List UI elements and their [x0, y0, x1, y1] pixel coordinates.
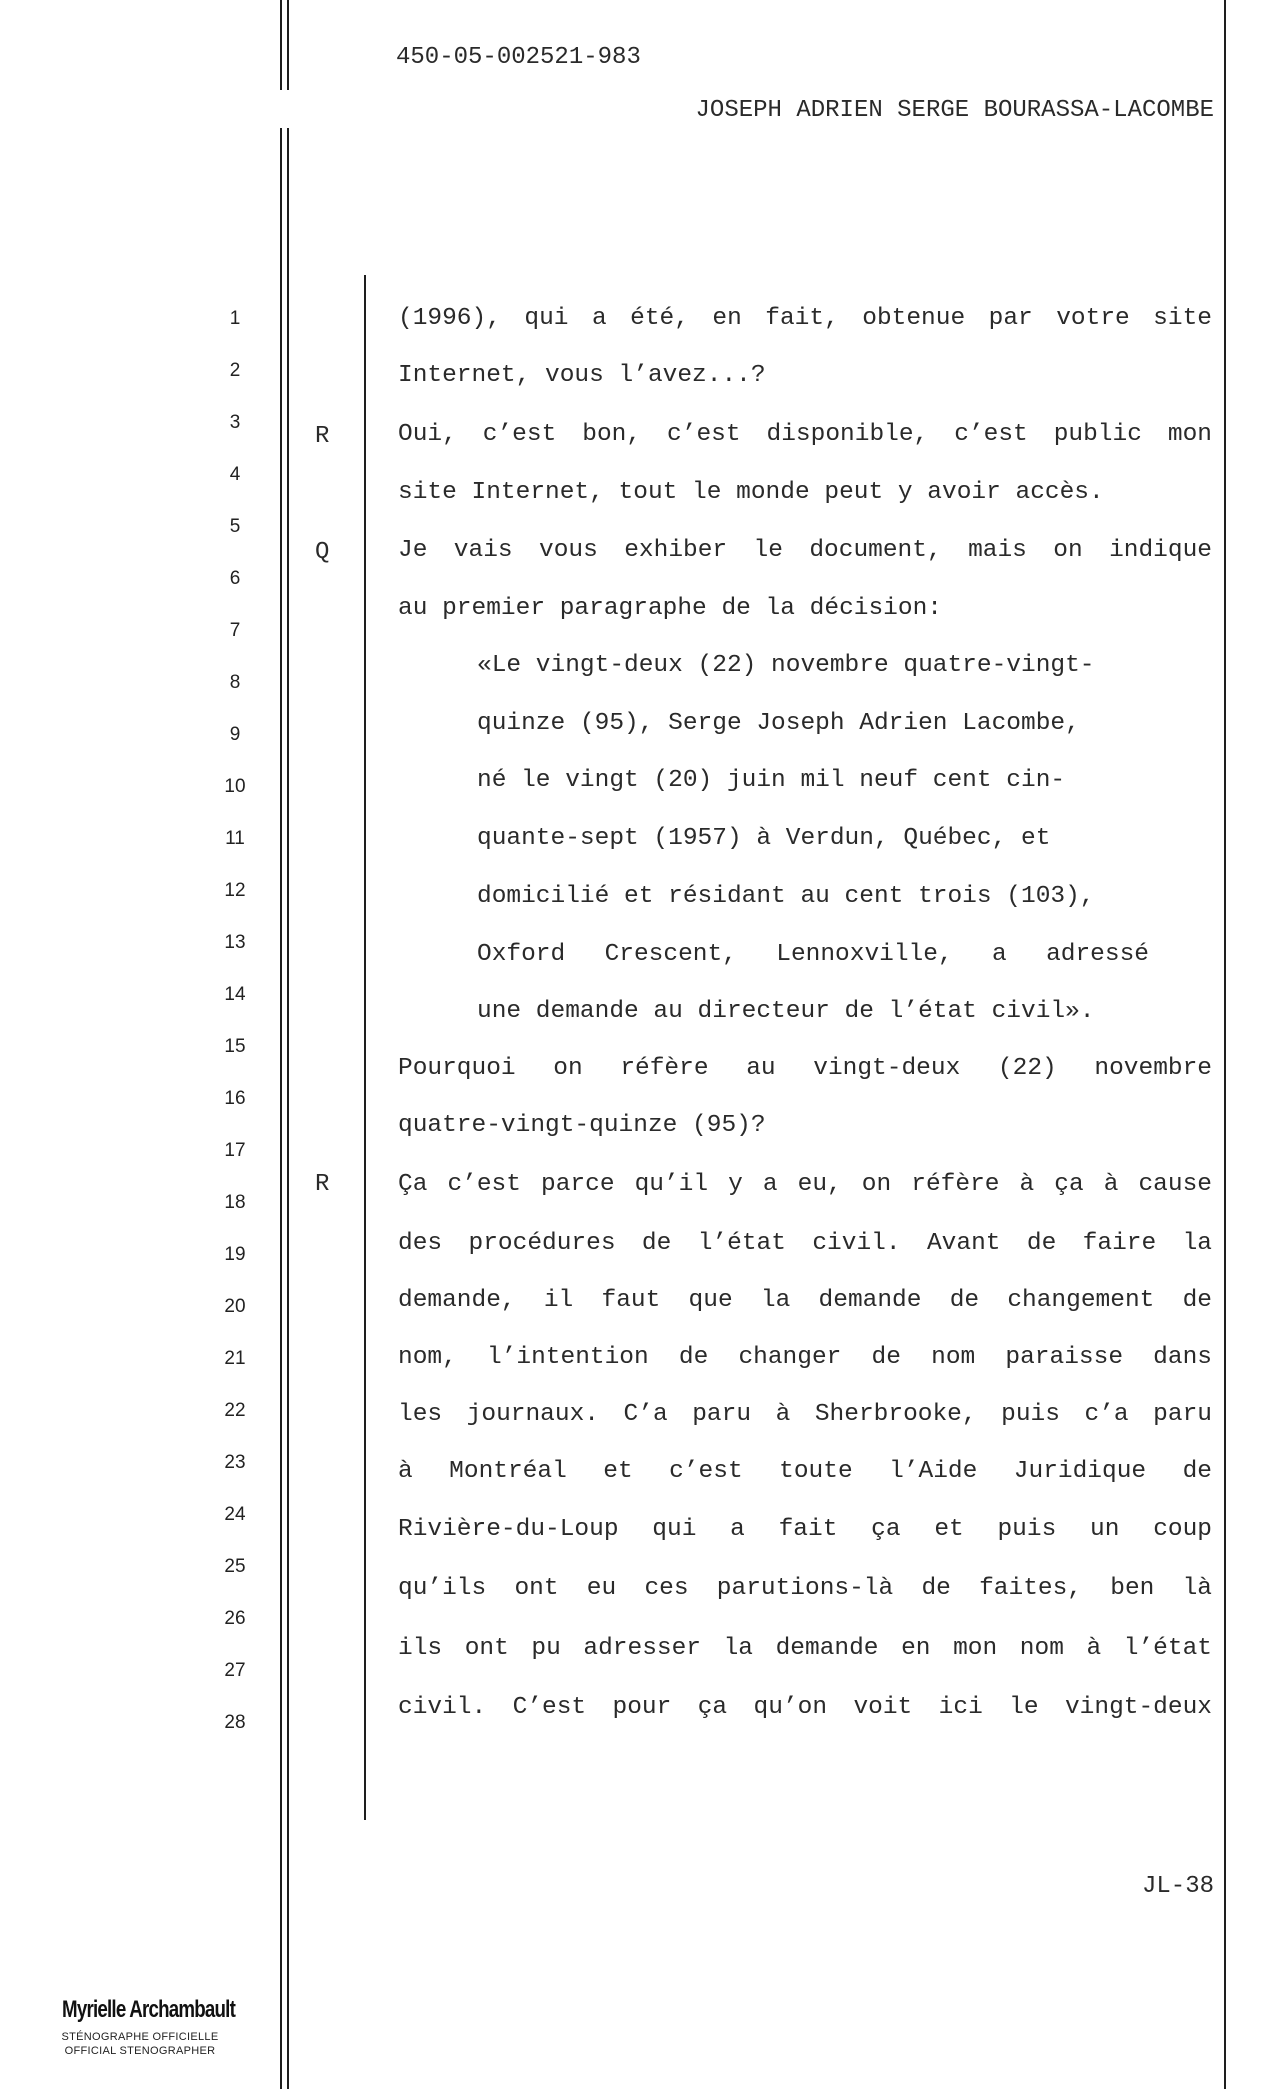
- line-number: 27: [224, 1660, 246, 1681]
- transcript-line: Oui, c’est bon, c’est disponible, c’est public mon: [398, 421, 1212, 448]
- line-number: 6: [229, 568, 241, 589]
- speaker-column-rule: [364, 275, 366, 1820]
- transcript-line: des procédures de l’état civil. Avant de faire la: [398, 1230, 1212, 1257]
- transcript-line: à Montréal et c’est toute l’Aide Juridique de: [398, 1458, 1212, 1485]
- line-number: 17: [224, 1140, 246, 1161]
- transcript-line: qu’ils ont eu ces parutions-là de faites, ben là: [398, 1575, 1212, 1602]
- left-margin-rule: [287, 128, 289, 2089]
- transcript-line: nom, l’intention de changer de nom paraisse dans: [398, 1344, 1212, 1371]
- transcript-line: site Internet, tout le monde peut y avoir accès.: [398, 479, 1104, 506]
- stenographer-title-en: OFFICIAL STENOGRAPHER: [64, 2045, 216, 2057]
- transcript-line: ils ont pu adresser la demande en mon nom à l’état: [398, 1635, 1212, 1662]
- left-margin-rule: [287, 0, 289, 90]
- quoted-line: une demande au directeur de l’état civil».: [477, 998, 1095, 1025]
- quoted-line: domicilié et résidant au cent trois (103),: [477, 883, 1095, 910]
- line-number: 14: [224, 984, 246, 1005]
- line-number: 19: [224, 1244, 246, 1265]
- line-number: 22: [224, 1400, 246, 1421]
- stenographer-title-fr: STÉNOGRAPHE OFFICIELLE: [61, 2031, 219, 2043]
- line-number: 10: [224, 776, 246, 797]
- quoted-line: quinze (95), Serge Joseph Adrien Lacombe,: [477, 710, 1080, 737]
- transcript-line: quatre-vingt-quinze (95)?: [398, 1112, 766, 1139]
- line-number: 23: [224, 1452, 246, 1473]
- line-number: 2: [229, 360, 241, 381]
- line-number: 24: [224, 1504, 246, 1525]
- line-number: 13: [224, 932, 246, 953]
- line-number: 18: [224, 1192, 246, 1213]
- transcript-line: demande, il faut que la demande de changement de: [398, 1287, 1212, 1314]
- case-number: 450-05-002521-983: [396, 44, 641, 71]
- transcript-line: civil. C’est pour ça qu’on voit ici le vingt-deux: [398, 1694, 1212, 1721]
- transcript-line: Je vais vous exhiber le document, mais on indique: [398, 537, 1212, 564]
- line-number: 4: [229, 464, 241, 485]
- stenographer-name: Myrielle Archambault: [62, 1996, 236, 2023]
- transcript-line: Ça c’est parce qu’il y a eu, on réfère à ça à cause: [398, 1171, 1212, 1198]
- line-number: 25: [224, 1556, 246, 1577]
- line-number: 26: [224, 1608, 246, 1629]
- right-margin-rule: [1224, 0, 1226, 2089]
- speaker-marker-question: Q: [315, 539, 330, 566]
- line-number: 11: [225, 828, 245, 849]
- line-number: 20: [224, 1296, 246, 1317]
- transcript-line: Rivière-du-Loup qui a fait ça et puis un coup: [398, 1516, 1212, 1543]
- witness-name: JOSEPH ADRIEN SERGE BOURASSA-LACOMBE: [695, 97, 1214, 124]
- transcript-line: (1996), qui a été, en fait, obtenue par votre site: [398, 305, 1212, 332]
- speaker-marker-answer: R: [315, 423, 330, 450]
- quoted-line: Oxford Crescent, Lennoxville, a adressé: [477, 941, 1149, 968]
- transcript-line: Pourquoi on réfère au vingt-deux (22) novembre: [398, 1055, 1212, 1082]
- left-margin-rule: [280, 0, 282, 90]
- line-number: 3: [229, 412, 241, 433]
- quoted-line: «Le vingt-deux (22) novembre quatre-vingt-: [477, 652, 1095, 679]
- line-number: 28: [224, 1712, 246, 1733]
- quoted-line: né le vingt (20) juin mil neuf cent cin-: [477, 767, 1066, 794]
- speaker-marker-answer: R: [315, 1171, 330, 1198]
- line-number: 16: [224, 1088, 246, 1109]
- line-number: 8: [229, 672, 241, 693]
- stenographer-logo: [40, 1996, 240, 2058]
- quoted-line: quante-sept (1957) à Verdun, Québec, et: [477, 825, 1051, 852]
- line-number: 21: [224, 1348, 246, 1369]
- line-number: 9: [229, 724, 241, 745]
- transcript-line: au premier paragraphe de la décision:: [398, 595, 942, 622]
- line-number: 7: [229, 620, 241, 641]
- line-number: 1: [229, 308, 241, 329]
- transcript-line: les journaux. C’a paru à Sherbrooke, puis c’a paru: [398, 1401, 1212, 1428]
- left-margin-rule: [280, 128, 282, 2089]
- line-number: 5: [229, 516, 241, 537]
- transcript-line: Internet, vous l’avez...?: [398, 362, 766, 389]
- line-number: 12: [224, 880, 246, 901]
- line-number: 15: [224, 1036, 246, 1057]
- page-code: JL-38: [1141, 1873, 1214, 1900]
